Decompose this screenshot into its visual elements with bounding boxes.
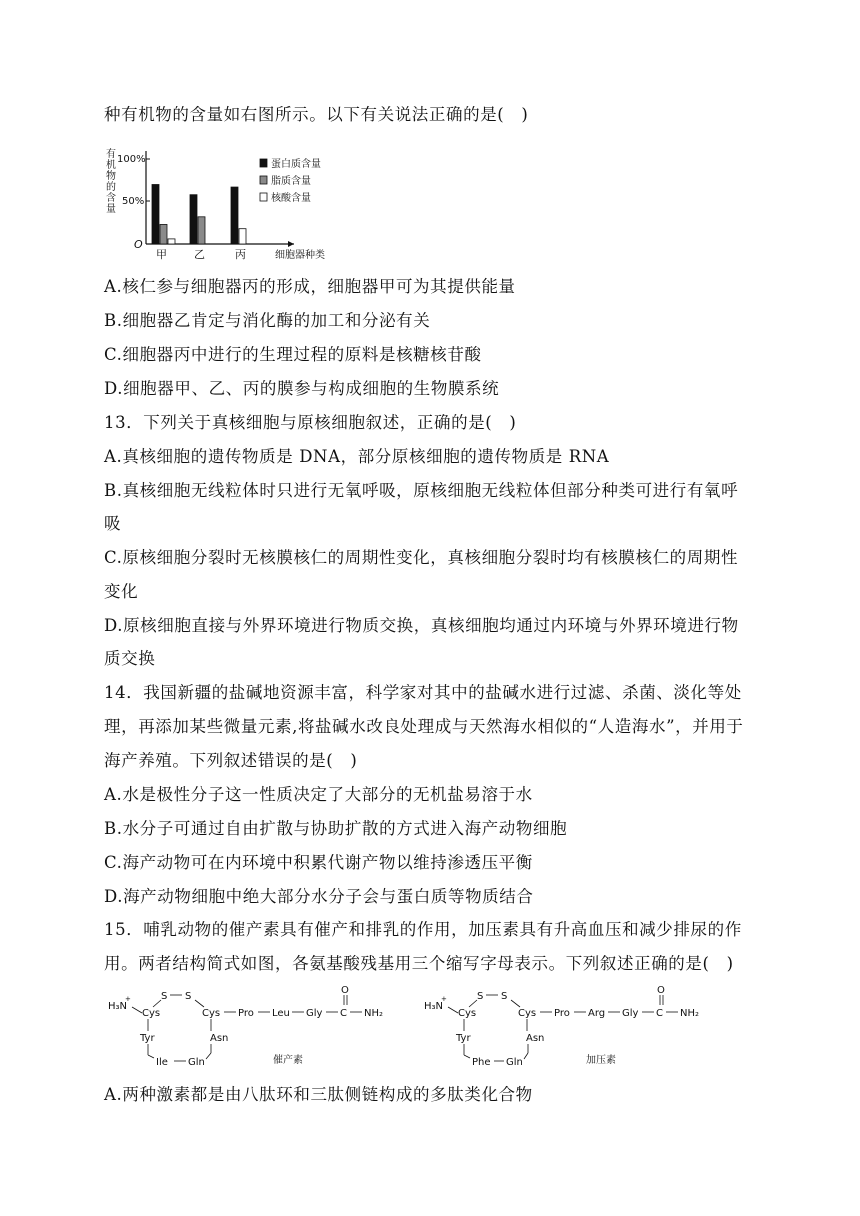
n-terminal: H₃N	[424, 1001, 444, 1012]
residue-cys6: Cys	[202, 1008, 221, 1019]
q13-option-b-cont: 吸	[104, 514, 122, 533]
legend-label-脂质含量: 脂质含量	[271, 176, 311, 187]
x-axis-label: 细胞器种类	[275, 250, 325, 261]
structure-label-vasopressin: 加压素	[586, 1055, 616, 1066]
residue-gly: Gly	[306, 1008, 323, 1019]
question-14-stem-2: 理，再添加某些微量元素,将盐碱水改良处理成与天然海水相似的“人造海水”，并用于	[104, 717, 744, 736]
category-label-丙: 丙	[235, 248, 246, 261]
sulfur-1: S	[477, 991, 484, 1002]
q15-option-a: A.两种激素都是由八肽环和三肽侧链构成的多肽类化合物	[104, 1085, 533, 1104]
category-labels	[156, 248, 246, 261]
sulfur-2: S	[501, 991, 508, 1002]
svg-text:+: +	[441, 995, 447, 1003]
ylabel-char: 物	[106, 171, 116, 182]
q14-option-b: B.水分子可通过自由扩散与协助扩散的方式进入海产动物细胞	[104, 819, 568, 838]
bar-甲-核酸含量	[168, 239, 175, 244]
question-13-stem: 13．下列关于真核细胞与原核细胞叙述，正确的是( )	[104, 413, 517, 432]
bars	[152, 185, 246, 245]
carbonyl-oxygen: O	[657, 985, 665, 996]
residue-tyr: Tyr	[456, 1033, 471, 1044]
q13-option-c-cont: 变化	[104, 582, 139, 601]
vasopressin-structure	[422, 985, 712, 1070]
chart-ylabel	[106, 147, 116, 215]
residue-asn: Asn	[526, 1033, 545, 1044]
ylabel-char: 量	[106, 204, 116, 215]
svg-text:C: C	[340, 1008, 347, 1019]
q14-option-a: A.水是极性分子这一性质决定了大部分的无机盐易溶于水	[104, 785, 533, 804]
legend-swatch-核酸含量	[260, 193, 267, 201]
bar-甲-蛋白质含量	[152, 185, 159, 245]
q13-option-c: C.原核细胞分裂时无核膜核仁的周期性变化，真核细胞分裂时均有核膜核仁的周期性	[104, 548, 739, 567]
q14-option-d: D.海产动物细胞中绝大部分水分子会与蛋白质等物质结合	[104, 887, 534, 906]
ylabel-char: 含	[106, 193, 116, 204]
residue-cys6: Cys	[518, 1008, 537, 1019]
residue-cys1: Cys	[458, 1008, 477, 1019]
bar-丙-蛋白质含量	[231, 187, 238, 244]
structure-label-oxytocin: 催产素	[273, 1055, 303, 1066]
q14-option-c: C.海产动物可在内环境中积累代谢产物以维持渗透压平衡	[104, 853, 533, 872]
sulfur-1: S	[161, 991, 168, 1002]
question-12-stem-tail: 种有机物的含量如右图所示。以下有关说法正确的是( )	[104, 105, 529, 124]
question-14-stem: 14．我国新疆的盐碱地资源丰富，科学家对其中的盐碱水进行过滤、杀菌、淡化等处	[104, 683, 742, 702]
legend-swatch-蛋白质含量	[260, 159, 267, 167]
sulfur-2: S	[185, 991, 192, 1002]
q12-option-d: D.细胞器甲、乙、丙的膜参与构成细胞的生物膜系统	[104, 379, 500, 398]
question-15-stem: 15．哺乳动物的催产素具有催产和排乳的作用，加压素具有升高血压和减少排尿的作	[104, 920, 742, 939]
residue-asn: Asn	[210, 1033, 229, 1044]
q13-option-d: D.原核细胞直接与外界环境进行物质交换，真核细胞均通过内环境与外界环境进行物	[104, 616, 739, 635]
legend-label-核酸含量: 核酸含量	[271, 193, 311, 204]
x-axis-arrow	[288, 241, 294, 247]
residue-cys1: Cys	[142, 1008, 161, 1019]
residue-ile: Ile	[156, 1057, 168, 1068]
q13-option-b: B.真核细胞无线粒体时只进行无氧呼吸，原核细胞无线粒体但部分种类可进行有氧呼	[104, 481, 739, 500]
origin-label: O	[134, 238, 143, 251]
amide: NH₂	[364, 1008, 384, 1019]
carbonyl-oxygen: O	[341, 985, 349, 996]
amide: NH₂	[680, 1008, 700, 1019]
residue-gly: Gly	[622, 1008, 639, 1019]
category-label-甲: 甲	[156, 248, 167, 261]
q13-option-a: A.真核细胞的遗传物质是 DNA，部分原核细胞的遗传物质是 RNA	[104, 447, 610, 466]
q12-option-b: B.细胞器乙肯定与消化酶的加工和分泌有关	[104, 311, 431, 330]
svg-text:+: +	[125, 995, 131, 1003]
organelle-bar-chart	[104, 147, 334, 265]
question-15-stem-2: 用。两者结构简式如图，各氨基酸残基用三个缩写字母表示。下列叙述正确的是( )	[104, 954, 734, 973]
bar-甲-脂质含量	[160, 224, 167, 244]
bar-乙-蛋白质含量	[190, 195, 197, 244]
residue-gln: Gln	[188, 1057, 205, 1068]
ylabel-char: 机	[106, 160, 116, 171]
n-terminal: H₃N	[108, 1001, 128, 1012]
bar-丙-核酸含量	[239, 229, 246, 244]
legend-swatch-脂质含量	[260, 176, 267, 184]
residue-gln: Gln	[506, 1057, 523, 1068]
residue-pro: Pro	[554, 1008, 570, 1019]
q13-option-d-cont: 质交换	[104, 649, 156, 668]
q12-option-c: C.细胞器丙中进行的生理过程的原料是核糖核苷酸	[104, 345, 482, 364]
svg-text:C: C	[656, 1008, 663, 1019]
ytick-label-100: 100%	[117, 154, 146, 165]
ytick-label-50: 50%	[122, 196, 145, 207]
bar-乙-脂质含量	[198, 217, 205, 244]
ylabel-char: 的	[106, 182, 116, 193]
legend	[260, 157, 321, 204]
legend-label-蛋白质含量: 蛋白质含量	[271, 159, 321, 170]
residue-arg: Arg	[588, 1008, 606, 1019]
question-14-stem-3: 海产养殖。下列叙述错误的是( )	[104, 751, 358, 770]
residue-leu: Leu	[272, 1008, 290, 1019]
ylabel-char: 有	[106, 149, 116, 160]
category-label-乙: 乙	[194, 248, 205, 261]
residue-pro: Pro	[238, 1008, 254, 1019]
q12-option-a: A.核仁参与细胞器丙的形成，细胞器甲可为其提供能量	[104, 277, 516, 296]
residue-phe: Phe	[472, 1057, 491, 1068]
residue-tyr: Tyr	[140, 1033, 155, 1044]
oxytocin-structure	[106, 985, 396, 1070]
